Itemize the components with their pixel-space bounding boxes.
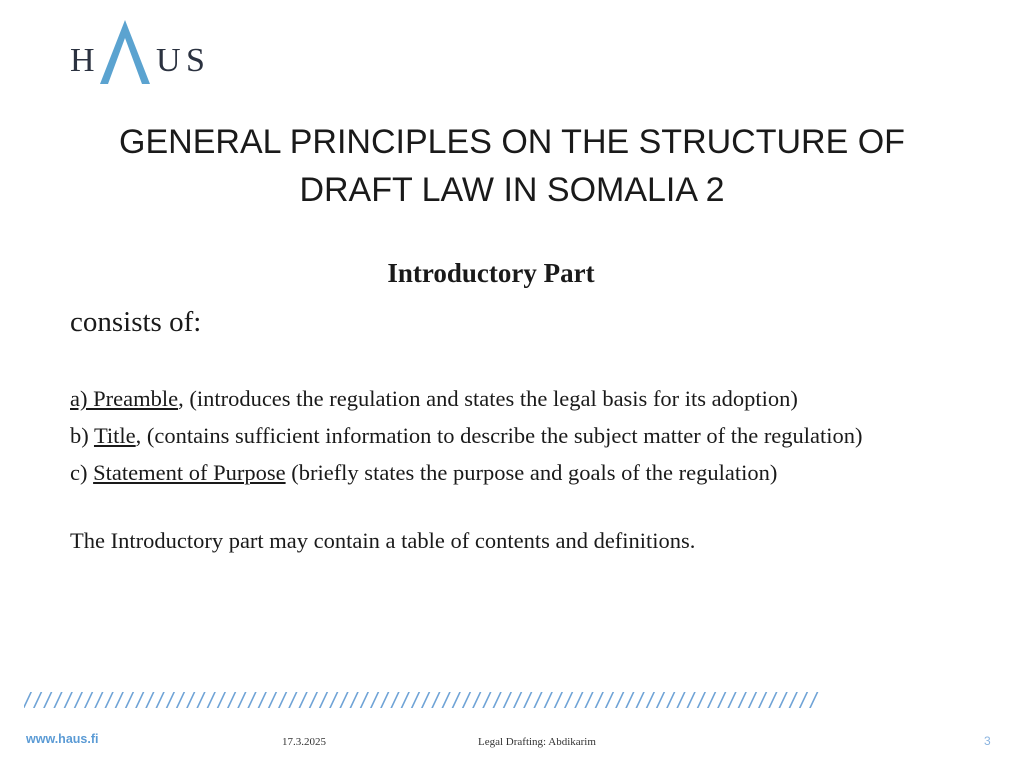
haus-logo: [70, 20, 220, 86]
decorative-slash-divider: //////////////////////////////////////////////////////////////////////////////: [24, 688, 821, 713]
footer-presentation-label: Legal Drafting: Abdikarim: [478, 736, 596, 748]
logo-chevron-icon: [100, 20, 150, 86]
list-item-description: , (contains sufficient information to describe the subject matter of the regulation): [135, 423, 863, 448]
list-item-term: a) Preamble: [70, 386, 179, 411]
logo-letter-s: S: [186, 42, 207, 79]
list-item-term: Statement of Purpose: [93, 460, 286, 485]
list-item-description: (briefly states the purpose and goals of the regulation): [285, 460, 778, 485]
list-item-prefix: c): [70, 460, 94, 485]
website-link[interactable]: www.haus.fi: [26, 732, 99, 746]
list-item-prefix: b): [70, 423, 94, 448]
page-number: 3: [984, 734, 991, 748]
logo-letter-u: U: [156, 42, 183, 79]
component-list: [70, 380, 990, 491]
list-item: [70, 380, 990, 417]
contents-note: The Introductory part may contain a table of contents and definitions.: [70, 528, 696, 553]
section-subheading: Introductory Part: [387, 258, 595, 288]
list-item-term: Title: [93, 423, 136, 448]
logo-letter-h: H: [70, 42, 97, 79]
list-item-description: , (introduces the regulation and states the legal basis for its adoption): [178, 386, 798, 411]
consists-of-text: consists of:: [70, 306, 202, 338]
footer-date: 17.3.2025: [282, 736, 326, 748]
slide-title: GENERAL PRINCIPLES ON THE STRUCTURE OF DRAFT LAW IN SOMALIA 2: [119, 123, 905, 209]
list-item: [70, 454, 990, 491]
list-item: [70, 417, 990, 454]
